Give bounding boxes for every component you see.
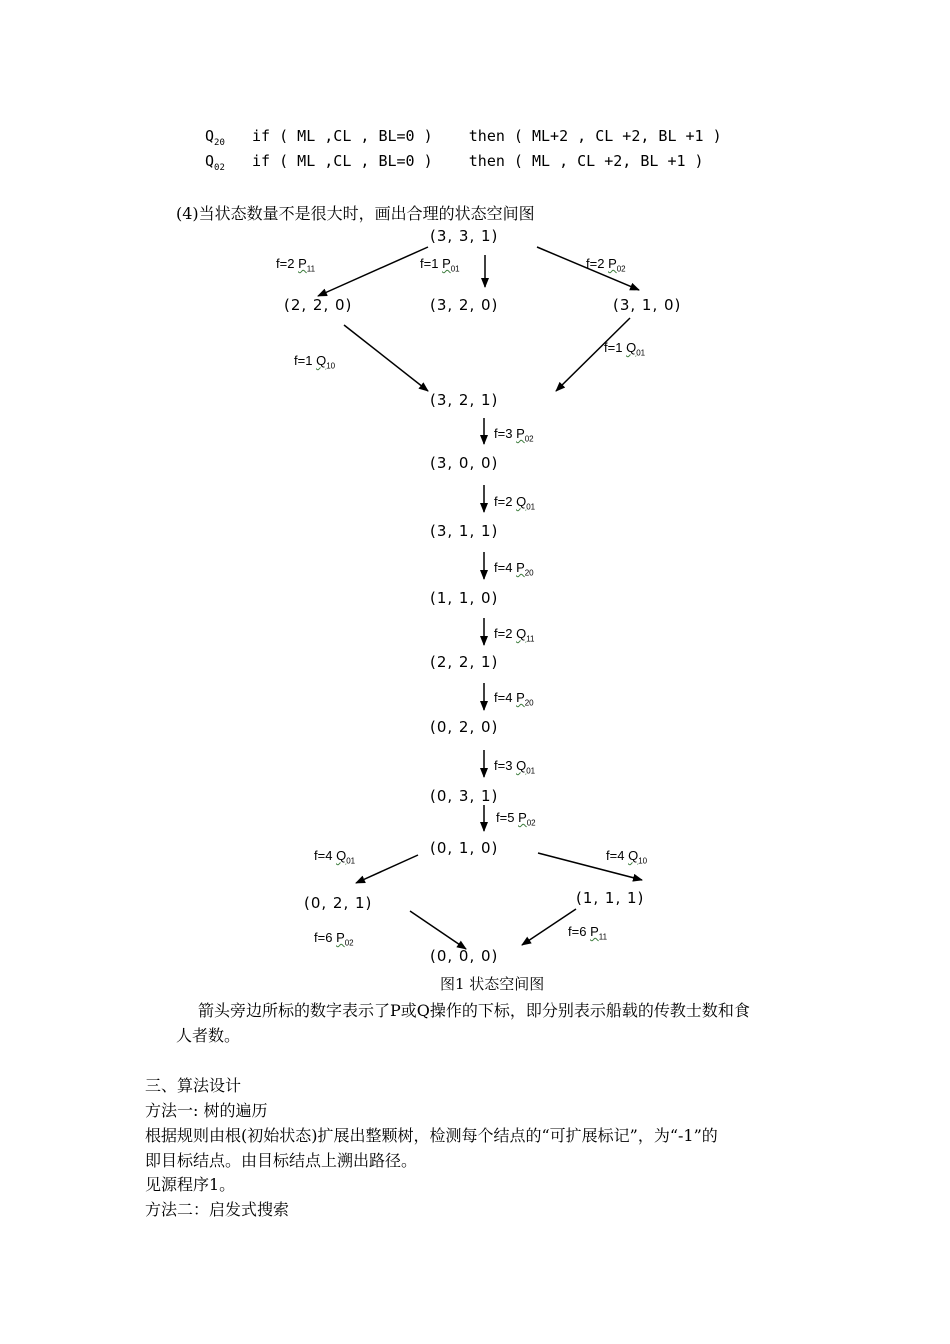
state-node: (0, 1, 0) (430, 839, 499, 857)
state-node: (3, 1, 1) (430, 522, 499, 540)
state-node: (0, 3, 1) (430, 787, 499, 805)
method2-title: 方法二：启发式搜索 (145, 1200, 290, 1219)
method1-paragraph-cont: 即目标结点。由目标结点上溯出路径。 (145, 1151, 418, 1170)
state-node: (0, 2, 0) (430, 718, 499, 736)
rule-op: $Q_{20}$ (205, 127, 225, 148)
arrow-label: f=4 $Q_{01}$ (314, 848, 356, 866)
arrow-label: f=6 $P_{11}$ (568, 924, 608, 942)
arrow-label: f=1 $Q_{01}$ (604, 340, 646, 358)
arrow-label: f=1 $P_{01}$ (420, 256, 460, 274)
state-node: (2, 2, 0) (284, 296, 353, 314)
method1-title: 方法一: 树的遍历 (145, 1101, 268, 1120)
state-node: (3, 1, 0) (613, 296, 682, 314)
arrow-label: f=6 $P_{02}$ (314, 930, 354, 948)
rule-condition: if ( ML ,CL , BL=0 ) (252, 152, 433, 170)
state-node: (2, 2, 1) (430, 653, 499, 671)
arrow-220-321 (344, 325, 428, 391)
arrow-label: f=4 $P_{20}$ (494, 560, 534, 578)
arrow-label: f=2 $P_{02}$ (586, 256, 626, 274)
arrow-label: f=2 $P_{11}$ (276, 256, 316, 274)
rule-op: $Q_{02}$ (205, 152, 225, 173)
rule-condition: if ( ML ,CL , BL=0 ) (252, 127, 433, 145)
explanation-text: 箭头旁边所标的数字表示了P或Q操作的下标，即分别表示船载的传教士数和食 (198, 1001, 750, 1020)
state-node: (0, 2, 1) (304, 894, 373, 912)
arrow-label: f=4 $Q_{10}$ (606, 848, 648, 866)
state-node: (3, 2, 1) (430, 391, 499, 409)
method1-paragraph: 根据规则由根(初始状态)扩展出整颗树，检测每个结点的“可扩展标记”，为“-1”的 (145, 1126, 718, 1145)
arrow-label: f=1 $Q_{10}$ (294, 353, 336, 371)
rule-action: then ( ML+2 , CL +2, BL +1 ) (468, 127, 722, 145)
method1-source-ref: 见源程序1。 (145, 1175, 236, 1194)
figure-caption: 图1 状态空间图 (440, 975, 545, 993)
arrow-label: f=5 $P_{02}$ (496, 810, 536, 828)
state-node: (1, 1, 0) (430, 589, 499, 607)
arrow-label: f=2 $Q_{01}$ (494, 494, 536, 512)
state-node: (3, 3, 1) (430, 227, 499, 245)
state-node: (3, 2, 0) (430, 296, 499, 314)
rule-action: then ( ML , CL +2, BL +1 ) (468, 152, 704, 170)
arrow-331-220 (318, 247, 428, 296)
state-node: (0, 0, 0) (430, 947, 499, 965)
arrow-label: f=2 $Q_{11}$ (494, 626, 535, 644)
explanation-text-cont: 人者数。 (176, 1026, 241, 1045)
state-node: (1, 1, 1) (576, 889, 645, 907)
section3-title: 三、算法设计 (145, 1076, 242, 1095)
arrow-021-000 (410, 911, 466, 949)
state-node: (3, 0, 0) (430, 454, 499, 472)
arrow-label: f=3 $Q_{01}$ (494, 758, 536, 776)
arrow-010-021 (356, 855, 418, 883)
section4-heading: (4)当状态数量不是很大时，画出合理的状态空间图 (176, 204, 535, 223)
arrow-label: f=3 $P_{02}$ (494, 426, 534, 444)
arrow-label: f=4 $P_{20}$ (494, 690, 534, 708)
